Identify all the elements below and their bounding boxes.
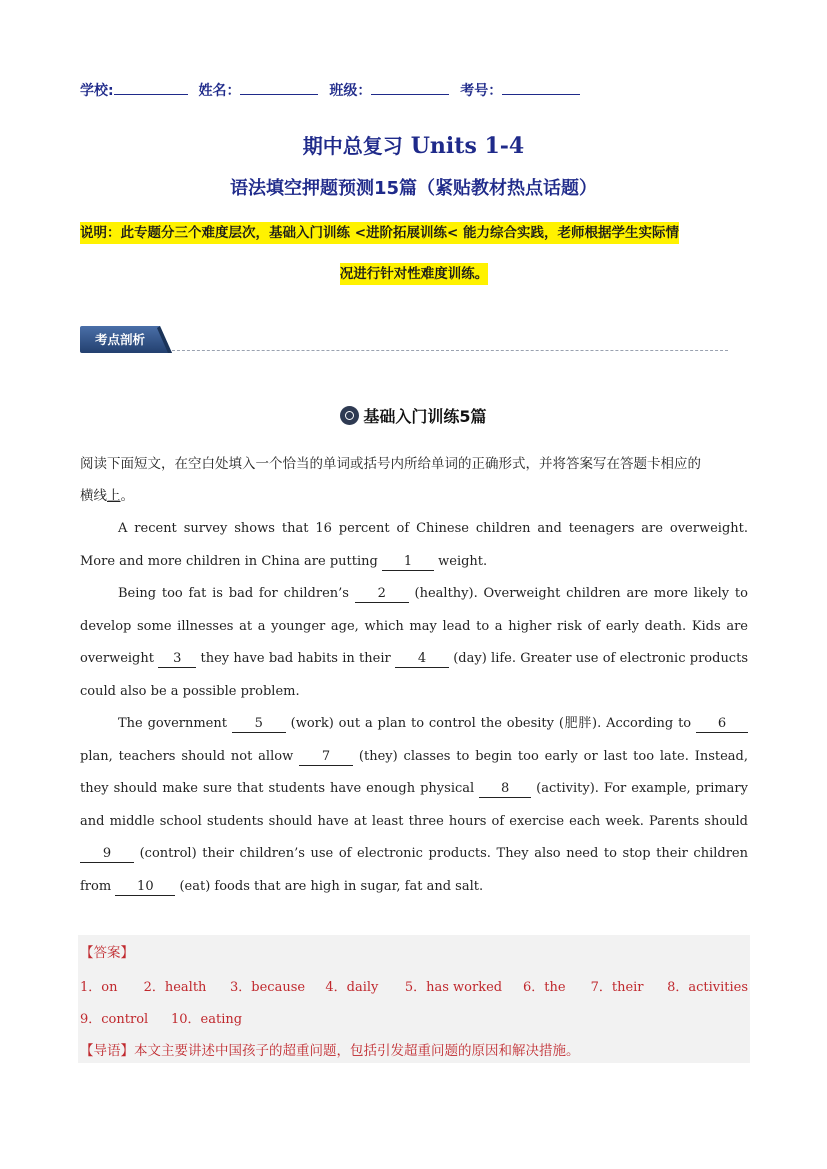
p2-text-c: they have bad habits in their	[200, 651, 391, 666]
answer-item-4: 4．daily	[325, 980, 379, 995]
name-blank[interactable]	[240, 80, 318, 95]
passage-paragraph-3	[80, 708, 748, 903]
dashed-divider	[172, 350, 728, 351]
answer-heading: 【答案】	[80, 945, 134, 961]
answer-item-3: 3．because	[230, 980, 306, 995]
p2-text-d: (day) life. Greater use of electronic products could also be a possible problem.	[80, 651, 748, 699]
note-line-1	[80, 221, 748, 241]
badge-icon	[340, 406, 359, 425]
note-line-2	[80, 262, 748, 282]
instructions	[80, 448, 748, 512]
blank-8[interactable]: 8	[479, 781, 531, 798]
blank-7[interactable]: 7	[299, 749, 353, 766]
answer-guide: 【导语】本文主要讲述中国孩子的超重问题，包括引发超重问题的原因和解决措施。	[80, 1043, 580, 1059]
class-blank[interactable]	[371, 80, 449, 95]
p3-text-g: (eat) foods that are high in sugar, fat and salt.	[179, 878, 484, 894]
answer-item-8: 8．activities	[667, 980, 748, 995]
instructions-line-2a: 横线	[80, 488, 107, 504]
blank-6[interactable]: 6	[696, 716, 748, 733]
section-heading-text: 基础入门训练5篇	[363, 407, 487, 426]
answer-item-10: 10．eating	[171, 1012, 243, 1027]
passage-paragraph-1	[80, 513, 748, 578]
answer-item-2: 2．health	[143, 980, 207, 995]
answer-item-7: 7．their	[590, 980, 644, 995]
blank-2[interactable]: 2	[355, 586, 409, 603]
p1-text-b: weight.	[438, 553, 488, 569]
section-tab-label: 考点剖析	[95, 332, 146, 347]
section-heading	[0, 404, 827, 427]
p2-text-a: Being too fat is bad for children’s	[118, 586, 349, 601]
p3-text-e: (activity). For example, primary and middle school students should have at least three hours of exercise each week. Parents should	[80, 781, 748, 829]
blank-3[interactable]: 3	[158, 651, 196, 668]
instructions-line-1: 阅读下面短文，在空白处填入一个恰当的单词或括号内所给单词的正确形式，并将答案写在答题卡相应的	[80, 456, 701, 472]
answer-item-9: 9．control	[80, 1012, 149, 1027]
p3-text-a: The government	[118, 716, 227, 731]
answer-item-5: 5．has worked	[404, 980, 503, 995]
instructions-line-2c: 。	[120, 488, 134, 504]
answer-item-1: 1．on	[80, 980, 118, 995]
title-units: Units 1-4	[410, 133, 525, 159]
school-label: 学校:	[80, 83, 114, 99]
title-chinese: 期中总复习	[302, 134, 403, 158]
blank-1[interactable]: 1	[382, 554, 434, 571]
blank-10[interactable]: 10	[115, 879, 175, 896]
page-subtitle: 语法填空押题预测15篇（紧贴教材热点话题）	[229, 178, 598, 199]
passage-paragraph-2	[80, 578, 748, 708]
page-title	[0, 130, 827, 159]
name-label: 姓名：	[198, 83, 241, 99]
answer-row-1	[80, 976, 748, 995]
exam-number-label: 考号：	[460, 83, 503, 99]
blank-4[interactable]: 4	[395, 651, 449, 668]
p1-text-a: A recent survey shows that 16 percent of Chinese children and teenagers are overweight. More and more children in China are putting	[80, 521, 748, 569]
p3-text-b: (work) out a plan to control the obesity (肥胖). According to	[290, 716, 692, 731]
note-text-2: 况进行针对性难度训练。	[340, 263, 489, 285]
note-text-1: 说明：此专题分三个难度层次，基础入门训练 <进阶拓展训练< 能力综合实践，老师根据学生实际情	[80, 222, 679, 244]
p3-text-f: (control) their children’s use of electronic products. They also need to stop their children from	[80, 846, 749, 894]
p3-text-c: plan, teachers should not allow	[80, 748, 294, 764]
school-blank[interactable]	[114, 80, 188, 95]
answer-item-6: 6．the	[523, 980, 566, 995]
blank-5[interactable]: 5	[232, 716, 286, 733]
blank-9[interactable]: 9	[80, 846, 134, 863]
instructions-line-2b: 上	[107, 488, 121, 504]
exam-number-blank[interactable]	[502, 80, 580, 95]
p3-text-d: (they) classes to begin too early or last too late. Instead, they should make sure that students have enough physical	[80, 748, 749, 796]
answer-row-2	[80, 1008, 748, 1027]
student-info-line	[80, 80, 580, 100]
class-label: 班级：	[329, 83, 372, 99]
p2-text-b: (healthy). Overweight children are more likely to develop some illnesses at a younger age, which may lead to a higher risk of early death. Kids are overweight	[80, 586, 748, 666]
